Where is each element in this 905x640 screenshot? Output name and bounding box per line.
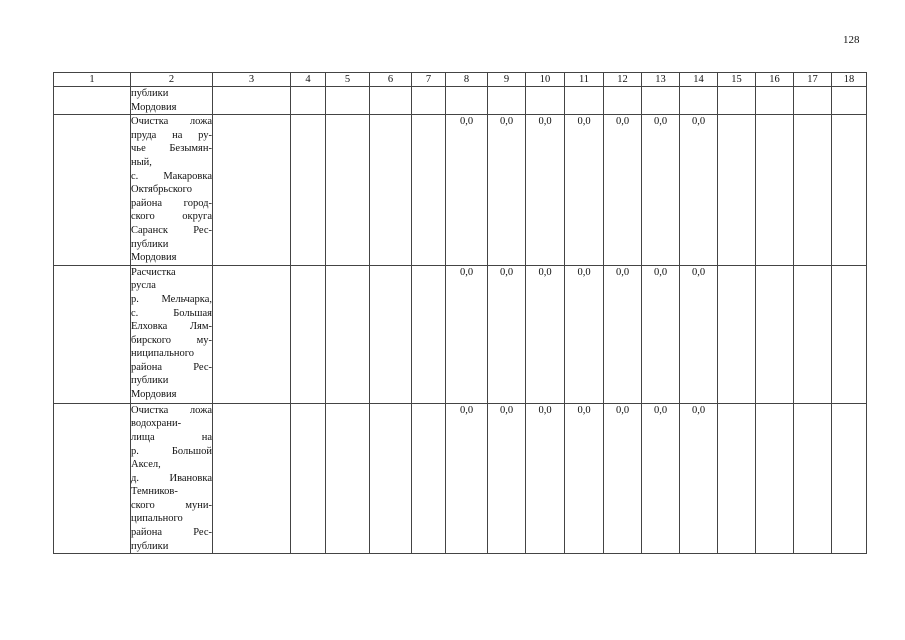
empty-cell	[718, 265, 756, 403]
description-line: д. Ивановка	[131, 472, 212, 484]
value-cell	[642, 87, 680, 115]
description-line: публики	[131, 375, 169, 387]
description-line: Мордовия	[131, 252, 177, 264]
row-number-cell	[54, 265, 131, 403]
column-number-cell: 17	[794, 73, 832, 87]
column-number-cell: 2	[131, 73, 213, 87]
description-line: ципального	[131, 513, 183, 525]
description-line: с. Большая	[131, 307, 212, 319]
value-cell: 0,0	[446, 265, 488, 403]
description-line: Елховка Лям-	[131, 321, 212, 333]
value-cell	[565, 87, 604, 115]
empty-cell	[291, 87, 326, 115]
empty-cell	[794, 265, 832, 403]
row-number-cell	[54, 87, 131, 115]
empty-cell	[832, 403, 867, 554]
row-number-cell	[54, 403, 131, 554]
description-line: ниципального	[131, 348, 195, 360]
description-line: Мордовия	[131, 101, 177, 113]
value-cell: 0,0	[446, 403, 488, 554]
description-line: с. Макаровка	[131, 170, 212, 182]
value-cell: 0,0	[604, 115, 642, 266]
description-line: публики	[131, 540, 169, 552]
value-cell: 0,0	[565, 265, 604, 403]
description-line: публики	[131, 88, 169, 99]
empty-cell	[832, 265, 867, 403]
empty-cell	[756, 265, 794, 403]
empty-cell	[832, 115, 867, 266]
column-number-cell: 16	[756, 73, 794, 87]
table-row	[54, 265, 867, 403]
column-number-cell: 4	[291, 73, 326, 87]
empty-cell	[326, 115, 370, 266]
empty-cell	[756, 87, 794, 115]
description-cell	[131, 87, 213, 115]
value-cell: 0,0	[565, 115, 604, 266]
empty-cell	[291, 403, 326, 554]
column-number-cell: 7	[412, 73, 446, 87]
description-cell	[131, 115, 213, 266]
value-cell	[488, 87, 526, 115]
description-line: района Рес-	[131, 527, 212, 539]
empty-cell	[718, 403, 756, 554]
empty-cell	[794, 115, 832, 266]
value-cell: 0,0	[526, 403, 565, 554]
column-number-cell: 9	[488, 73, 526, 87]
empty-cell	[412, 115, 446, 266]
description-line: Темников-	[131, 486, 178, 498]
empty-cell	[718, 115, 756, 266]
description-line: ского муни-	[131, 499, 212, 511]
description-line: лища на	[131, 431, 212, 443]
description-cell	[131, 403, 213, 554]
empty-cell	[291, 265, 326, 403]
column-number-cell: 13	[642, 73, 680, 87]
empty-cell	[412, 87, 446, 115]
value-cell: 0,0	[680, 115, 718, 266]
empty-cell	[326, 87, 370, 115]
table-row	[54, 87, 867, 115]
table-row	[54, 115, 867, 266]
empty-cell	[213, 115, 291, 266]
empty-cell	[794, 403, 832, 554]
empty-cell	[326, 403, 370, 554]
value-cell: 0,0	[488, 115, 526, 266]
description-cell	[131, 265, 213, 403]
column-number-cell: 6	[370, 73, 412, 87]
column-number-cell: 15	[718, 73, 756, 87]
description-line: бирского му-	[131, 334, 212, 346]
value-cell: 0,0	[526, 115, 565, 266]
empty-cell	[412, 403, 446, 554]
value-cell	[526, 87, 565, 115]
value-cell: 0,0	[488, 265, 526, 403]
empty-cell	[370, 265, 412, 403]
column-number-cell: 1	[54, 73, 131, 87]
description-line: Саранск Рес-	[131, 224, 212, 236]
column-number-cell: 11	[565, 73, 604, 87]
empty-cell	[412, 265, 446, 403]
empty-cell	[326, 265, 370, 403]
description-line: русла	[131, 280, 156, 292]
description-line: ный,	[131, 156, 152, 168]
column-number-cell: 14	[680, 73, 718, 87]
description-line: пруда на ру-	[131, 129, 212, 141]
description-line: Аксел,	[131, 459, 161, 471]
column-number-cell: 8	[446, 73, 488, 87]
value-cell: 0,0	[680, 403, 718, 554]
description-line: ского округа	[131, 211, 212, 223]
value-cell: 0,0	[526, 265, 565, 403]
empty-cell	[370, 115, 412, 266]
row-number-cell	[54, 115, 131, 266]
column-number-cell: 3	[213, 73, 291, 87]
table-row	[54, 403, 867, 554]
empty-cell	[291, 115, 326, 266]
value-cell: 0,0	[604, 403, 642, 554]
value-cell: 0,0	[642, 265, 680, 403]
column-number-cell: 5	[326, 73, 370, 87]
description-line: водохрани-	[131, 418, 182, 430]
empty-cell	[213, 87, 291, 115]
value-cell: 0,0	[680, 265, 718, 403]
value-cell	[680, 87, 718, 115]
description-line: р. Мельчарка,	[131, 293, 212, 305]
description-line: Мордовия	[131, 389, 177, 401]
value-cell	[446, 87, 488, 115]
empty-cell	[718, 87, 756, 115]
empty-cell	[794, 87, 832, 115]
empty-cell	[756, 115, 794, 266]
empty-cell	[213, 403, 291, 554]
description-line: района город-	[131, 197, 212, 209]
description-line: района Рес-	[131, 361, 212, 373]
data-table	[53, 72, 867, 554]
value-cell: 0,0	[642, 115, 680, 266]
value-cell: 0,0	[565, 403, 604, 554]
value-cell: 0,0	[488, 403, 526, 554]
page-number: 128	[843, 34, 860, 46]
value-cell: 0,0	[604, 265, 642, 403]
description-line: чье Безымян-	[131, 143, 212, 155]
empty-cell	[370, 87, 412, 115]
column-number-cell: 10	[526, 73, 565, 87]
description-line: Октябрьского	[131, 184, 192, 196]
description-line: публики	[131, 238, 169, 250]
column-number-cell: 18	[832, 73, 867, 87]
column-number-cell: 12	[604, 73, 642, 87]
empty-cell	[756, 403, 794, 554]
description-line: р. Большой	[131, 445, 212, 457]
empty-cell	[370, 403, 412, 554]
value-cell: 0,0	[446, 115, 488, 266]
value-cell: 0,0	[642, 403, 680, 554]
description-line: Расчистка	[131, 266, 176, 278]
column-number-row	[54, 73, 867, 87]
value-cell	[604, 87, 642, 115]
description-line: Очистка ложа	[131, 404, 212, 416]
empty-cell	[213, 265, 291, 403]
empty-cell	[832, 87, 867, 115]
description-line: Очистка ложа	[131, 116, 212, 128]
